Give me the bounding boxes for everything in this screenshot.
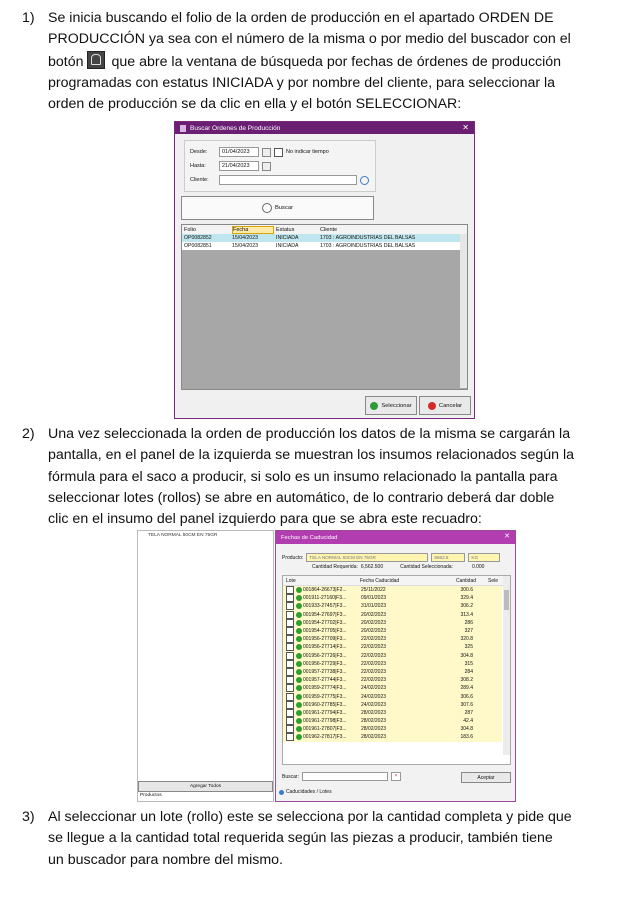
lot-checkbox[interactable] bbox=[286, 627, 294, 635]
seleccionar-label: Seleccionar bbox=[381, 402, 412, 409]
col-fecha-caducidad[interactable]: Fecha Caducidad bbox=[360, 577, 400, 584]
col-cantidad[interactable]: Cantidad bbox=[455, 577, 476, 584]
required-label: Cantidad Requerida: bbox=[312, 564, 358, 570]
lot-qty: 284 bbox=[464, 668, 473, 675]
lot-checkbox[interactable] bbox=[286, 717, 294, 725]
tab-icon bbox=[279, 790, 284, 795]
lot-id: 001954-27705|F3... bbox=[303, 628, 347, 635]
leaf-icon bbox=[296, 620, 302, 626]
lot-qty: 287 bbox=[464, 709, 473, 716]
lot-date: 24/02/2023 bbox=[361, 701, 387, 708]
lot-date: 09/01/2023 bbox=[361, 595, 387, 602]
agregar-todos-button[interactable]: Agregar Todos bbox=[138, 781, 273, 792]
lot-date: 28/02/2023 bbox=[361, 726, 387, 733]
lot-date: 22/02/2023 bbox=[361, 636, 387, 643]
lot-row[interactable] bbox=[283, 709, 502, 717]
lot-qty: 329.4 bbox=[460, 595, 473, 602]
leaf-icon bbox=[296, 595, 302, 601]
step-number: 3) bbox=[22, 809, 35, 825]
close-icon[interactable]: ✕ bbox=[462, 123, 469, 132]
tab-caducidades[interactable]: Caducidades / Lotes bbox=[279, 789, 332, 795]
lot-id: 001864-26673|F2... bbox=[303, 587, 347, 594]
step-1 bbox=[22, 8, 602, 115]
leaf-icon bbox=[296, 653, 302, 659]
lot-qty: 325 bbox=[464, 644, 473, 651]
lot-checkbox[interactable] bbox=[286, 709, 294, 717]
lot-row[interactable] bbox=[283, 594, 502, 602]
lots-grid bbox=[282, 575, 511, 765]
col-lote[interactable]: Lote bbox=[286, 577, 296, 584]
tab-productos[interactable]: Productos bbox=[140, 793, 162, 798]
lot-checkbox[interactable] bbox=[286, 643, 294, 651]
calendar-icon[interactable] bbox=[262, 162, 271, 171]
check-icon bbox=[370, 402, 378, 410]
lot-date: 22/02/2023 bbox=[361, 660, 387, 667]
lot-id: 001933-27457|F3... bbox=[303, 603, 347, 610]
seleccionar-button[interactable] bbox=[365, 396, 417, 415]
lot-checkbox[interactable] bbox=[286, 611, 294, 619]
leaf-icon bbox=[296, 718, 302, 724]
step-text-line: seleccionar lotes (rollos) se abre en automático, de lo contrario deberá dar doble bbox=[48, 489, 555, 506]
lot-row[interactable] bbox=[283, 602, 502, 610]
cliente-label: Cliente: bbox=[190, 177, 209, 183]
lot-date: 22/02/2023 bbox=[361, 677, 387, 684]
step-text-line: Se inicia buscando el folio de la orden de producción en el apartado ORDEN DE bbox=[48, 10, 554, 26]
filter-panel bbox=[184, 140, 376, 192]
leaf-icon bbox=[296, 734, 302, 740]
leaf-icon bbox=[296, 644, 302, 650]
lot-id: 001911-27160|F3... bbox=[303, 595, 347, 602]
lot-row[interactable] bbox=[283, 652, 502, 660]
lot-row[interactable] bbox=[283, 627, 502, 635]
grid-header bbox=[283, 576, 510, 586]
lot-date: 20/02/2023 bbox=[361, 619, 387, 626]
leaf-icon bbox=[296, 661, 302, 667]
product-field: TELA NORMAL 50CM EN 75GR bbox=[306, 553, 428, 562]
step-text-line: se llegue a la cantidad total requerida según las piezas a producir, también tiene bbox=[48, 830, 553, 847]
lot-date: 28/02/2023 bbox=[361, 734, 387, 741]
buscar-button[interactable] bbox=[181, 196, 374, 220]
lot-date: 31/01/2023 bbox=[361, 603, 387, 610]
desde-date-input[interactable]: 01/04/2023 bbox=[219, 147, 259, 157]
lot-row[interactable] bbox=[283, 725, 502, 733]
lot-date: 22/02/2023 bbox=[361, 644, 387, 651]
lot-id: 001957-27744|F3... bbox=[303, 677, 347, 684]
lot-checkbox[interactable] bbox=[286, 586, 294, 594]
lot-id: 001956-27726|F3... bbox=[303, 652, 347, 659]
step-text-line: pantalla, en el panel de la izquierda se muestran los insumos relacionados según la bbox=[48, 447, 575, 464]
step-text-line: un buscador para nombre del mismo. bbox=[48, 851, 284, 868]
col-estatus[interactable]: Estatus bbox=[276, 226, 295, 233]
selected-value: 0.000 bbox=[471, 564, 485, 570]
lot-date: 28/02/2023 bbox=[361, 709, 387, 716]
scrollbar[interactable] bbox=[460, 234, 467, 388]
lot-qty: 307.6 bbox=[460, 701, 473, 708]
required-value: 6,562.500 bbox=[360, 564, 384, 570]
lot-row[interactable] bbox=[283, 611, 502, 619]
product-item[interactable]: TELA NORMAL 50CM EN 75GR bbox=[148, 533, 218, 538]
step-text-line: fórmula para el saco a producir, si solo es un insumo relacionado la pantalla para bbox=[48, 468, 558, 485]
qty-field: 6562.5 bbox=[431, 553, 465, 562]
lot-id: 001956-27714|F3... bbox=[303, 644, 347, 651]
grid-header bbox=[182, 225, 467, 234]
leaf-icon bbox=[296, 685, 302, 691]
lot-row[interactable] bbox=[283, 684, 502, 692]
leaf-icon bbox=[296, 669, 302, 675]
lot-qty: 42.4 bbox=[463, 718, 473, 725]
products-panel bbox=[137, 530, 274, 802]
binoculars-icon bbox=[87, 51, 105, 69]
lot-date: 24/02/2023 bbox=[361, 693, 387, 700]
window-title: Fechas de Caducidad bbox=[281, 534, 338, 541]
leaf-icon bbox=[296, 726, 302, 732]
cliente-input[interactable] bbox=[219, 175, 357, 185]
search-client-icon[interactable] bbox=[360, 176, 369, 185]
lot-qty: 313.4 bbox=[460, 611, 473, 618]
lot-search-input[interactable] bbox=[302, 772, 388, 781]
buscar-label: Buscar bbox=[274, 205, 294, 211]
lot-checkbox[interactable] bbox=[286, 725, 294, 733]
scrollbar[interactable] bbox=[503, 576, 510, 755]
lot-row[interactable] bbox=[283, 668, 502, 676]
buscar-label: Buscar: bbox=[282, 773, 299, 780]
expiry-window bbox=[275, 530, 516, 802]
leaf-icon bbox=[296, 612, 302, 618]
lot-checkbox[interactable] bbox=[286, 733, 294, 741]
step-text-line: PRODUCCIÓN ya sea con el número de la misma o por medio del buscador con el bbox=[48, 31, 571, 48]
col-fecha[interactable]: Fecha bbox=[232, 226, 274, 234]
window-titlebar bbox=[276, 531, 515, 544]
unit-field: KG bbox=[468, 553, 500, 562]
step-text-line: botón que abre la ventana de búsqueda por fechas de órdenes de producción bbox=[48, 51, 602, 73]
lot-id: 001959-27774|F3... bbox=[303, 685, 347, 692]
lot-id: 001954-27702|F3... bbox=[303, 619, 347, 626]
magnifier-icon bbox=[262, 203, 272, 213]
lot-date: 22/02/2023 bbox=[361, 652, 387, 659]
desde-label: Desde: bbox=[190, 149, 208, 155]
lot-date: 28/02/2023 bbox=[361, 718, 387, 725]
lot-id: 001961-27794|F3... bbox=[303, 709, 347, 716]
lot-checkbox[interactable] bbox=[286, 635, 294, 643]
lot-checkbox[interactable] bbox=[286, 701, 294, 709]
lot-checkbox[interactable] bbox=[286, 676, 294, 684]
lot-qty: 286 bbox=[464, 619, 473, 626]
lot-row[interactable] bbox=[283, 635, 502, 643]
step-text-line: Una vez seleccionada la orden de producción los datos de la misma se cargarán la bbox=[48, 426, 571, 442]
col-sele[interactable]: Sele bbox=[487, 577, 498, 584]
lot-date: 20/02/2023 bbox=[361, 611, 387, 618]
lot-qty: 315 bbox=[464, 660, 473, 667]
close-icon[interactable]: ✕ bbox=[504, 533, 510, 540]
producto-label: Producto: bbox=[282, 554, 304, 561]
lot-id: 001960-27785|F3... bbox=[303, 701, 347, 708]
cancelar-label: Cancelar bbox=[438, 402, 463, 409]
lot-checkbox[interactable] bbox=[286, 652, 294, 660]
leaf-icon bbox=[296, 603, 302, 609]
lot-date: 25/11/2022 bbox=[361, 587, 386, 594]
step-number: 1) bbox=[22, 10, 35, 26]
leaf-icon bbox=[296, 587, 302, 593]
no-time-checkbox[interactable] bbox=[274, 148, 283, 157]
cancelar-button[interactable] bbox=[419, 396, 471, 415]
lot-qty: 306.2 bbox=[460, 603, 473, 610]
clear-search-icon[interactable]: × bbox=[391, 772, 401, 781]
col-cliente[interactable]: Cliente bbox=[320, 226, 338, 233]
lot-checkbox[interactable] bbox=[286, 684, 294, 692]
leaf-icon bbox=[296, 628, 302, 634]
leaf-icon bbox=[296, 636, 302, 642]
app-icon bbox=[180, 125, 186, 132]
leaf-icon bbox=[296, 710, 302, 716]
lot-row[interactable] bbox=[283, 717, 502, 725]
selected-label: Cantidad Seleccionada: bbox=[400, 564, 453, 570]
lot-row[interactable] bbox=[283, 701, 502, 709]
step-number: 2) bbox=[22, 426, 35, 442]
step-3 bbox=[22, 807, 602, 871]
hasta-label: Hasta: bbox=[190, 163, 206, 169]
leaf-icon bbox=[296, 694, 302, 700]
lot-checkbox[interactable] bbox=[286, 619, 294, 627]
lot-id: 001962-27817|F3... bbox=[303, 734, 347, 741]
lot-id: 001961-27798|F3... bbox=[303, 718, 347, 725]
lot-qty: 304.8 bbox=[460, 726, 473, 733]
orders-grid bbox=[181, 224, 468, 390]
lot-qty: 308.2 bbox=[460, 677, 473, 684]
lot-row[interactable] bbox=[283, 660, 502, 668]
lot-id: 001956-27709|F3... bbox=[303, 636, 347, 643]
lot-checkbox[interactable] bbox=[286, 693, 294, 701]
lot-qty: 289.4 bbox=[460, 685, 473, 692]
lot-row[interactable] bbox=[283, 586, 502, 594]
lot-row[interactable] bbox=[283, 643, 502, 651]
calendar-icon[interactable] bbox=[262, 148, 271, 157]
col-folio[interactable]: Folio bbox=[184, 226, 196, 233]
step-text-line: orden de producción se da clic en ella y el botón SELECCIONAR: bbox=[48, 96, 462, 113]
lot-qty: 320.8 bbox=[460, 636, 473, 643]
cancel-icon bbox=[428, 402, 436, 410]
lot-row[interactable] bbox=[283, 733, 502, 741]
lots-list bbox=[283, 586, 502, 742]
hasta-date-input[interactable]: 21/04/2023 bbox=[219, 161, 259, 171]
lot-id: 001954-27697|F3... bbox=[303, 611, 347, 618]
table-row[interactable]: OP0082852 15/04/2023 INICIADA 1703 : AGROINDUSTRIAS DEL BALSAS bbox=[182, 234, 467, 242]
lot-row[interactable] bbox=[283, 619, 502, 627]
lot-id: 001961-27807|F3... bbox=[303, 726, 347, 733]
lot-checkbox[interactable] bbox=[286, 660, 294, 668]
lot-qty: 306.6 bbox=[460, 693, 473, 700]
lot-row[interactable] bbox=[283, 676, 502, 684]
leaf-icon bbox=[296, 677, 302, 683]
lot-id: 001956-27729|F3... bbox=[303, 660, 347, 667]
step-text-line: Al seleccionar un lote (rollo) este se selecciona por la cantidad completa y pide que bbox=[48, 809, 572, 825]
lot-checkbox[interactable] bbox=[286, 668, 294, 676]
lot-qty: 327 bbox=[464, 628, 473, 635]
window-titlebar bbox=[175, 122, 474, 134]
step-text-line: programadas con estatus INICIADA y por nombre del cliente, para seleccionar la bbox=[48, 74, 556, 91]
step-text-line: clic en el insumo del panel izquierdo para que se abra este recuadro: bbox=[48, 511, 482, 528]
lot-checkbox[interactable] bbox=[286, 602, 294, 610]
no-time-label: No indicar tiempo bbox=[286, 149, 329, 155]
step-2 bbox=[22, 424, 602, 530]
lot-checkbox[interactable] bbox=[286, 594, 294, 602]
lot-qty: 300.6 bbox=[460, 587, 473, 594]
lot-date: 22/02/2023 bbox=[361, 668, 387, 675]
scroll-thumb[interactable] bbox=[504, 590, 509, 610]
lot-id: 001959-27775|F3... bbox=[303, 693, 347, 700]
window-title: Buscar Ordenes de Producción bbox=[190, 124, 281, 132]
lot-qty: 304.8 bbox=[460, 652, 473, 659]
lot-row[interactable] bbox=[283, 692, 502, 700]
lot-date: 24/02/2023 bbox=[361, 685, 387, 692]
search-orders-window bbox=[174, 121, 475, 419]
table-row[interactable]: OP0082851 15/04/2023 INICIADA 1703 : AGROINDUSTRIAS DEL BALSAS bbox=[182, 242, 467, 250]
lot-qty: 183.6 bbox=[460, 734, 473, 741]
lot-id: 001957-27738|F3... bbox=[303, 668, 347, 675]
leaf-icon bbox=[296, 702, 302, 708]
lot-date: 20/02/2023 bbox=[361, 628, 387, 635]
aceptar-button[interactable]: Aceptar bbox=[461, 772, 511, 783]
